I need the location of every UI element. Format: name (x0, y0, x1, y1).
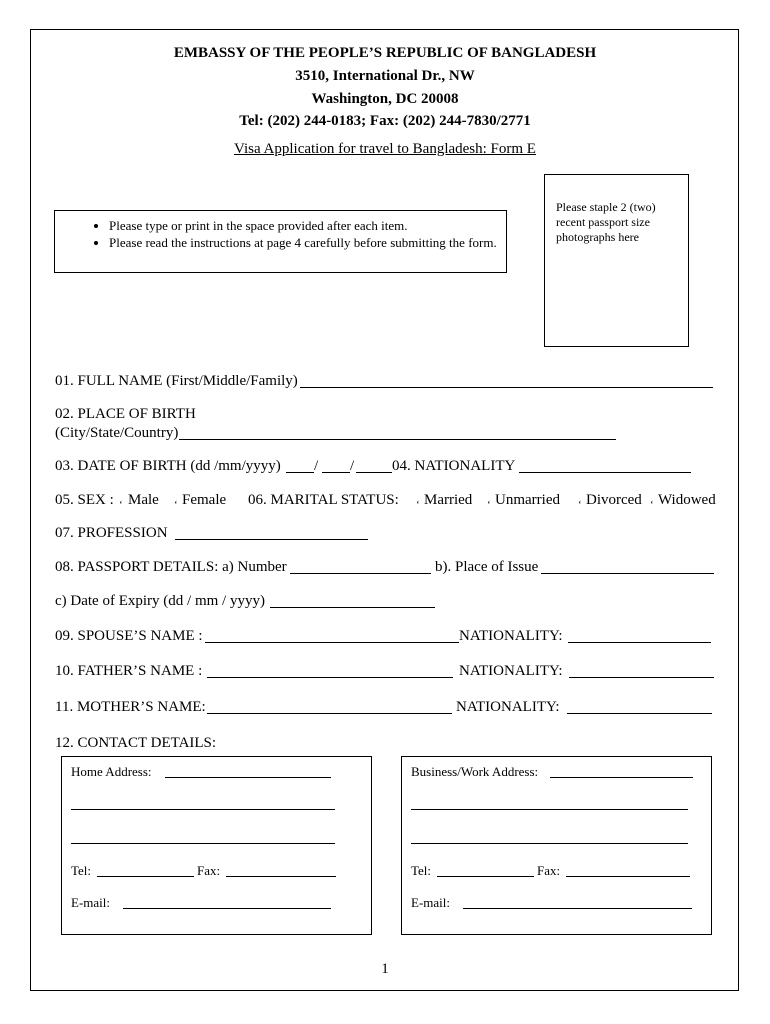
photo-instruction: Please staple 2 (two) recent passport size photographs here (556, 200, 656, 244)
profession-field[interactable] (175, 539, 368, 540)
dob-day-field[interactable] (286, 472, 314, 473)
sex-female-checkbox[interactable]: ‘ (174, 499, 178, 511)
sex-male-label: Male (128, 492, 159, 508)
instruction-item: • Please type or print in the space provided after each item. (109, 217, 506, 234)
widowed-label: Widowed (658, 492, 716, 508)
home-address-line-3[interactable] (71, 843, 335, 844)
father-nationality-field[interactable] (569, 677, 714, 678)
dob-month-field[interactable] (322, 472, 350, 473)
home-email-label: E-mail: (71, 895, 110, 910)
business-email-field[interactable] (463, 908, 692, 909)
instructions-box (54, 210, 507, 273)
embassy-title: EMBASSY OF THE PEOPLE’S REPUBLIC OF BANGLADESH (173, 45, 597, 61)
form-title: Visa Application for travel to Bangladesh: Form E (234, 141, 536, 157)
home-tel-field[interactable] (97, 876, 194, 877)
spouse-nationality-label: NATIONALITY: (459, 628, 563, 644)
mother-nationality-field[interactable] (567, 713, 712, 714)
mother-nationality-label: NATIONALITY: (456, 699, 560, 715)
business-address-label: Business/Work Address: (411, 764, 539, 779)
sex-male-checkbox[interactable]: ‘ (119, 499, 123, 511)
divorced-label: Divorced (586, 492, 642, 508)
spouse-nationality-field[interactable] (568, 642, 711, 643)
address-line-2: Washington, DC 20008 (311, 91, 459, 107)
business-fax-label: Fax: (537, 863, 561, 878)
full-name-field[interactable] (300, 387, 713, 388)
dob-separator: / (314, 458, 319, 474)
passport-number-field[interactable] (290, 573, 431, 574)
married-checkbox[interactable]: ‘ (416, 499, 420, 511)
place-of-birth-field[interactable] (179, 439, 616, 440)
home-address-field[interactable] (165, 777, 331, 778)
father-name-field[interactable] (207, 677, 453, 678)
date-of-birth-label: 03. DATE OF BIRTH (dd /mm/yyyy) (55, 458, 281, 474)
business-tel-field[interactable] (437, 876, 534, 877)
spouse-name-field[interactable] (205, 642, 459, 643)
widowed-checkbox[interactable]: ‘ (650, 499, 654, 511)
passport-number-label: 08. PASSPORT DETAILS: a) Number (55, 559, 287, 575)
instruction-item: • Please read the instructions at page 4 carefully before submitting the form. (109, 234, 499, 251)
unmarried-label: Unmarried (495, 492, 560, 508)
full-name-label: 01. FULL NAME (First/Middle/Family) (55, 373, 298, 389)
page-number: 1 (381, 961, 389, 977)
business-fax-field[interactable] (566, 876, 690, 877)
address-line-1: 3510, International Dr., NW (295, 68, 475, 84)
phone-fax: Tel: (202) 244-0183; Fax: (202) 244-7830/2771 (239, 113, 531, 129)
married-label: Married (424, 492, 473, 508)
place-of-issue-field[interactable] (541, 573, 714, 574)
mother-name-field[interactable] (207, 713, 452, 714)
father-nationality-label: NATIONALITY: (459, 663, 563, 679)
contact-details-label: 12. CONTACT DETAILS: (55, 735, 217, 751)
date-of-expiry-field[interactable] (270, 607, 435, 608)
mother-name-label: 11. MOTHER’S NAME: (55, 699, 206, 715)
home-address-line-2[interactable] (71, 809, 335, 810)
business-address-box (401, 756, 712, 935)
nationality-field[interactable] (519, 472, 691, 473)
home-address-box (61, 756, 372, 935)
home-email-field[interactable] (123, 908, 331, 909)
business-tel-label: Tel: (411, 863, 432, 878)
divorced-checkbox[interactable]: ‘ (578, 499, 582, 511)
place-of-birth-label: 02. PLACE OF BIRTH (55, 406, 196, 422)
nationality-label: 04. NATIONALITY (392, 458, 516, 474)
sex-label: 05. SEX : (55, 492, 114, 508)
father-name-label: 10. FATHER’S NAME : (55, 663, 203, 679)
dob-year-field[interactable] (356, 472, 392, 473)
business-address-field[interactable] (550, 777, 693, 778)
spouse-name-label: 09. SPOUSE’S NAME : (55, 628, 203, 644)
business-address-line-3[interactable] (411, 843, 688, 844)
dob-separator: / (350, 458, 355, 474)
sex-female-label: Female (182, 492, 227, 508)
marital-status-label: 06. MARITAL STATUS: (248, 492, 399, 508)
home-fax-field[interactable] (226, 876, 336, 877)
home-tel-label: Tel: (71, 863, 92, 878)
business-address-line-2[interactable] (411, 809, 688, 810)
place-of-birth-sublabel: (City/State/Country) (55, 425, 179, 441)
date-of-expiry-label: c) Date of Expiry (dd / mm / yyyy) (55, 593, 265, 609)
home-fax-label: Fax: (197, 863, 221, 878)
profession-label: 07. PROFESSION (55, 525, 168, 541)
home-address-label: Home Address: (71, 764, 152, 779)
place-of-issue-label: b). Place of Issue (435, 559, 539, 575)
business-email-label: E-mail: (411, 895, 450, 910)
photo-box (544, 174, 689, 347)
unmarried-checkbox[interactable]: ‘ (487, 499, 491, 511)
